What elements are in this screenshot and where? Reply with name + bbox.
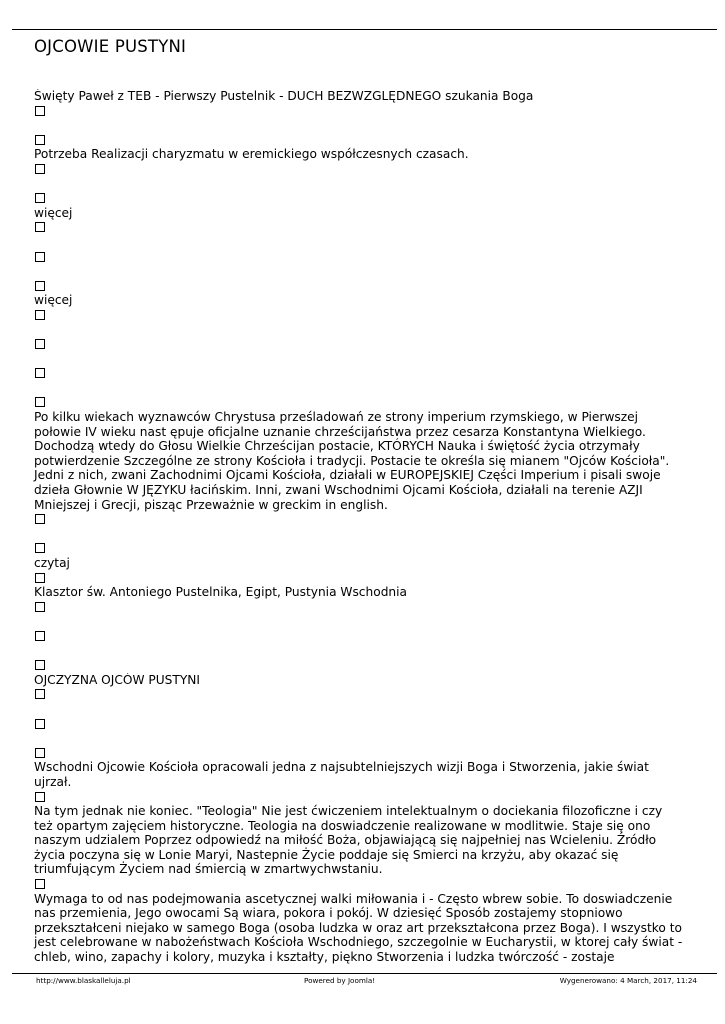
broken-image-icon [35, 193, 45, 203]
broken-image-icon [35, 164, 45, 174]
broken-image-icon [35, 135, 45, 145]
header-rule [12, 29, 717, 30]
broken-image-icon [35, 222, 45, 232]
broken-image-icon [35, 543, 45, 553]
charism-line: Potrzeba Realizacji charyzmatu w eremickiego współczesnych czasach. [34, 147, 469, 162]
broken-image-icon [35, 339, 45, 349]
page-title: OJCOWIE PUSTYNI [34, 37, 187, 56]
broken-image-icon [35, 719, 45, 729]
broken-image-icon [35, 106, 45, 116]
footer-url[interactable]: http://www.blaskalleluja.pl [36, 976, 131, 985]
monastery-caption: Klasztor św. Antoniego Pustelnika, Egipt, Pustynia Wschodnia [34, 585, 408, 600]
church-fathers-paragraph: Po kilku wiekach wyznawców Chrystusa prześladowań ze strony imperium rzymskiego, w Pierwszej połowie IV wieku nast ępuje oficjalne uznanie chrześcijaństwa przez cesarza Konstantyna Wielkiego. Dochodzą wtedy do Głosu Wielkie Chrześcijan postacie, KTÓRYCH Nauka i świętość życia otrzymały potwierdzenie Szczególne ze strony Kościoła i tradycji. Postacie te określa się mianem "Ojców Kościoła". Jedni z nich, zwani Zachodnimi Ojcami Kościoła, działali w EUROPEJSKIEJ Części Imperium i pisali swoje dzieła Głownie W JĘZYKU łacińskim. Inni, zwani Wschodnimi Ojcami Kościoła, działali na terenie AZJI Mniejszej i Grecji, pisząc Przeważnie w greckim in english. [34, 410, 670, 512]
broken-image-icon [35, 397, 45, 407]
broken-image-icon [35, 573, 45, 583]
more-link[interactable]: więcej [34, 205, 73, 220]
ascetic-paragraph: Wymaga to od nas podejmowania ascetycznej walki miłowania i - Często wbrew sobie. To doswiadczenie nas przemienia, Jego owocami Są wiara, pokora i pokój. W dziesięć Sposób zostajemy stopniowo przekształceni niejako w samego Boga (osoba ludzka w oraz art przekształcona przez Boga). I wszystko to jest celebrowane w nabożeństwach Kościoła Wschodniego, szczegolnie w Eucharystii, w ktorej cały świat - chleb, wino, zapachy i kolory, muzyka i kształty, piękno Stworzenia i ludzka twórczość - zostaje [34, 891, 683, 965]
footer-rule [12, 973, 717, 974]
broken-image-icon [35, 748, 45, 758]
footer-powered-by: Powered by Joomla! [304, 976, 376, 985]
broken-image-icon [35, 879, 45, 889]
broken-image-icon [35, 252, 45, 262]
eastern-fathers-paragraph: Wschodni Ojcowie Kościoła opracowali jedna z najsubtelniejszych wizji Boga i Stworzenia, jakie świat ujrzał. [34, 760, 649, 789]
broken-image-icon [35, 631, 45, 641]
footer-generated-date: Wygenerowano: 4 March, 2017, 11:24 [559, 976, 697, 985]
broken-image-icon [35, 689, 45, 699]
broken-image-icon [35, 368, 45, 378]
broken-image-icon [35, 792, 45, 802]
section-heading: OJCZYZNA OJCÓW PUSTYNI [34, 672, 200, 687]
broken-image-icon [35, 514, 45, 524]
read-link[interactable]: czytaj [34, 556, 70, 570]
broken-image-icon [35, 660, 45, 670]
broken-image-icon [35, 602, 45, 612]
article-body [34, 89, 684, 965]
more-link[interactable]: więcej [34, 293, 73, 308]
broken-image-icon [35, 310, 45, 320]
theology-paragraph: Na tym jednak nie koniec. "Teologia" Nie jest ćwiczeniem intelektualnym o dociekania filozoficzne i czy też opartym zajęciem historyczne. Teologia na doswiadczenie realizowane w modlitwie. Staje się ono naszym udzialem Poprzez odpowiedź na miłość Boża, objawiającą się najpełniej nas Wcieleniu. Źródło życia poczyna się w Lonie Maryi, Nastepnie Życie poddaje się Smierci na krzyżu, aby okazać się triumfującym Życiem nad śmiercią w zmartwychwstaniu. [34, 804, 663, 877]
broken-image-icon [35, 281, 45, 291]
intro-line: Święty Paweł z TEB - Pierwszy Pustelnik - DUCH BEZWZGLĘDNEGO szukania Boga [34, 89, 534, 103]
